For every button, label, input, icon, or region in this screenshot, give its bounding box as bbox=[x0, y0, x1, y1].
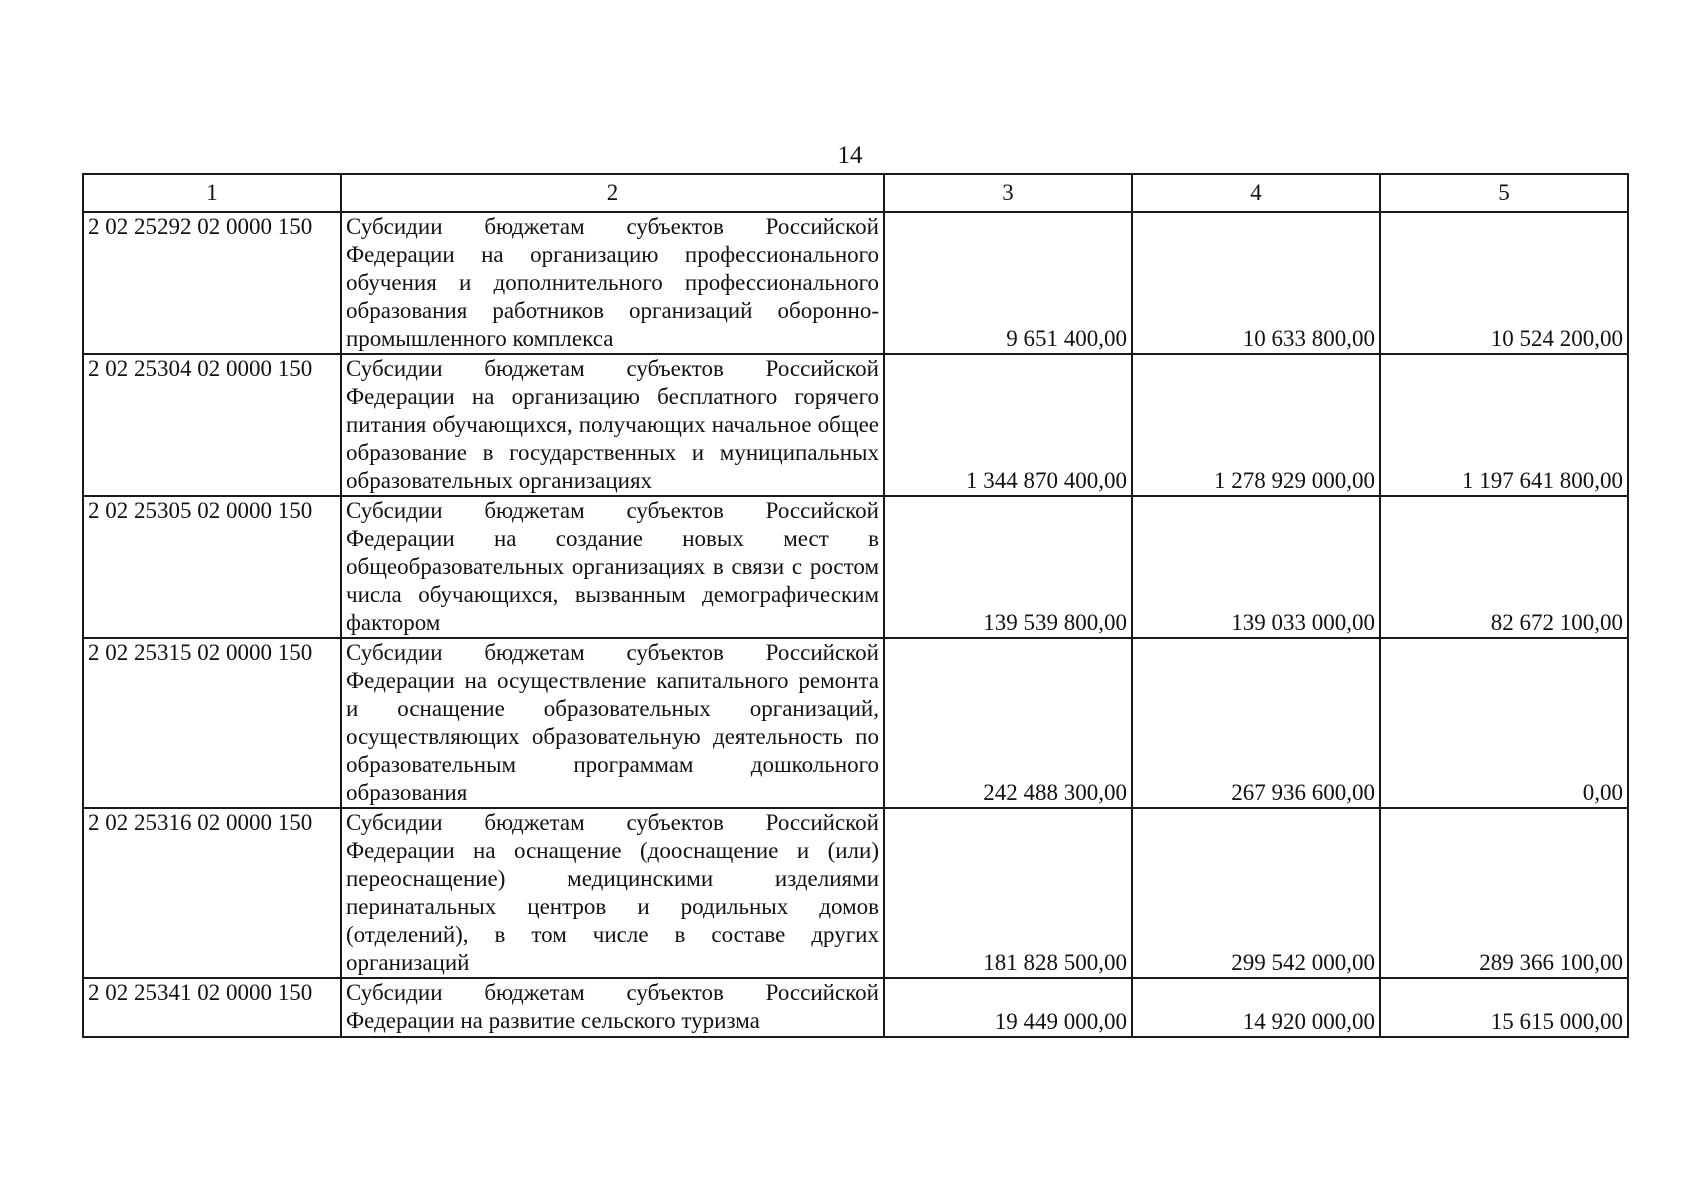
subsidy-description: Субсидии бюджетам субъектов Российской Федерации на организацию бесплатного горячего питания обучающихся, получающих начальное общее образование в государственных и муниципальных образовательных организациях bbox=[341, 354, 884, 496]
amount-col5: 289 366 100,00 bbox=[1380, 808, 1628, 978]
subsidy-description: Субсидии бюджетам субъектов Российской Федерации на создание новых мест в общеобразовательных организациях в связи с ростом числа обучающихся, вызванным демографическим фактором bbox=[341, 496, 884, 638]
amount-col4: 267 936 600,00 bbox=[1132, 638, 1380, 808]
amount-col5: 0,00 bbox=[1380, 638, 1628, 808]
table-row bbox=[83, 496, 1628, 638]
budget-table bbox=[82, 173, 1629, 1038]
table-row bbox=[83, 978, 1628, 1037]
table-row bbox=[83, 354, 1628, 496]
table-row bbox=[83, 808, 1628, 978]
header-cell-4: 4 bbox=[1132, 174, 1380, 212]
amount-col5: 1 197 641 800,00 bbox=[1380, 354, 1628, 496]
page-number: 14 bbox=[837, 142, 863, 169]
subsidy-description: Субсидии бюджетам субъектов Российской Федерации на развитие сельского туризма bbox=[341, 978, 884, 1037]
budget-code: 2 02 25305 02 0000 150 bbox=[83, 496, 341, 638]
header-cell-1: 1 bbox=[83, 174, 341, 212]
header-cell-2: 2 bbox=[341, 174, 884, 212]
table-row bbox=[83, 212, 1628, 354]
budget-code: 2 02 25292 02 0000 150 bbox=[83, 212, 341, 354]
header-cell-3: 3 bbox=[884, 174, 1132, 212]
amount-col4: 139 033 000,00 bbox=[1132, 496, 1380, 638]
subsidy-description: Субсидии бюджетам субъектов Российской Федерации на оснащение (дооснащение и (или) переоснащение) медицинскими изделиями перинатальных центров и родильных домов (отделений), в том числе в составе других организаций bbox=[341, 808, 884, 978]
amount-col3: 1 344 870 400,00 bbox=[884, 354, 1132, 496]
amount-col3: 181 828 500,00 bbox=[884, 808, 1132, 978]
header-cell-5: 5 bbox=[1380, 174, 1628, 212]
amount-col3: 9 651 400,00 bbox=[884, 212, 1132, 354]
budget-code: 2 02 25315 02 0000 150 bbox=[83, 638, 341, 808]
budget-code: 2 02 25341 02 0000 150 bbox=[83, 978, 341, 1037]
amount-col5: 82 672 100,00 bbox=[1380, 496, 1628, 638]
header-row bbox=[83, 174, 1628, 212]
budget-code: 2 02 25316 02 0000 150 bbox=[83, 808, 341, 978]
table-row bbox=[83, 638, 1628, 808]
subsidy-description: Субсидии бюджетам субъектов Российской Федерации на осуществление капитального ремонта и оснащение образовательных организаций, осуществляющих образовательную деятельность по образовательным программам дошкольного образования bbox=[341, 638, 884, 808]
amount-col4: 1 278 929 000,00 bbox=[1132, 354, 1380, 496]
amount-col4: 299 542 000,00 bbox=[1132, 808, 1380, 978]
amount-col4: 10 633 800,00 bbox=[1132, 212, 1380, 354]
budget-code: 2 02 25304 02 0000 150 bbox=[83, 354, 341, 496]
amount-col5: 10 524 200,00 bbox=[1380, 212, 1628, 354]
amount-col3: 242 488 300,00 bbox=[884, 638, 1132, 808]
amount-col5: 15 615 000,00 bbox=[1380, 978, 1628, 1037]
amount-col4: 14 920 000,00 bbox=[1132, 978, 1380, 1037]
amount-col3: 139 539 800,00 bbox=[884, 496, 1132, 638]
subsidy-description: Субсидии бюджетам субъектов Российской Федерации на организацию профессионального обучения и дополнительного профессионального образования работников организаций оборонно-промышленного комплекса bbox=[341, 212, 884, 354]
amount-col3: 19 449 000,00 bbox=[884, 978, 1132, 1037]
